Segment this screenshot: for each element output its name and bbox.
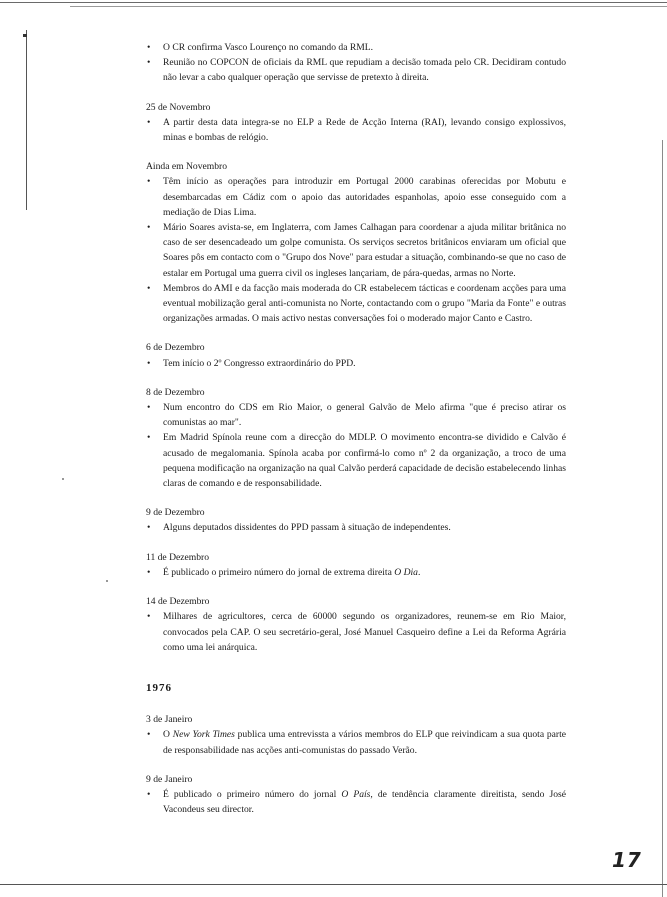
scan-mark xyxy=(23,34,27,37)
entry-date: 14 de Dezembro xyxy=(146,596,210,608)
item-text: O xyxy=(163,729,173,741)
entry-section xyxy=(146,340,566,370)
page-number: 17 xyxy=(612,848,642,872)
entry-date: 8 de Dezembro xyxy=(146,386,205,398)
list-item: • Alguns deputados dissidentes do PPD passam à situação de independentes. xyxy=(146,520,566,535)
entry-section-dez11 xyxy=(146,550,566,580)
newspaper-title: O Dia xyxy=(394,566,418,578)
list-item: • Têm início as operações para introduzir em Portugal 2000 carabinas oferecidas por Mobutu e desembarcadas em Cádiz com o apoio das autoridades espanholas, apoio esse conseguido com a mediação de Dias Lima. xyxy=(146,174,566,220)
document-body xyxy=(146,40,566,831)
entry-section xyxy=(146,100,566,146)
list-item xyxy=(146,565,566,580)
list-item: • A partir desta data integra-se no ELP a Rede de Acção Interna (RAI), levando consigo explossivos, minas e bombas de relógio. xyxy=(146,115,566,145)
entry-list xyxy=(146,520,566,535)
scan-speck xyxy=(62,478,64,480)
item-text: É publicado o primeiro número do jornal xyxy=(163,788,342,800)
entry-date: 3 de Janeiro xyxy=(146,714,193,726)
entry-list xyxy=(146,609,566,655)
list-item: • Tem início o 2º Congresso extraordinário do PPD. xyxy=(146,356,566,371)
list-item: • Reunião no COPCON de oficiais da RML que repudiam a decisão tomada pelo CR. Decidiram contudo não levar a cabo qualquer operação que servisse de pretexto à direita. xyxy=(146,55,566,85)
list-item: • Membros do AMI e da facção mais moderada do CR estabelecem tácticas e coordenam acções para uma eventual mobilização geral anti-comunista no Norte, contactando com o grupo "Maria da Fonte" e outras organizações armadas. O mais activo nestas conversações foi o moderado major Canto e Castro. xyxy=(146,281,566,327)
item-text: publica uma entrevissta a vários membros do ELP que reivindicam a sua quota parte de responsabilidade nas acções anti-comunistas do passado Verão. xyxy=(163,729,566,756)
scan-edge-top xyxy=(0,2,667,3)
list-item xyxy=(146,727,566,757)
entry-date: 11 de Dezembro xyxy=(146,551,210,563)
scan-edge-left xyxy=(26,30,27,210)
entry-list xyxy=(146,400,566,491)
newspaper-title: New York Times xyxy=(172,729,235,741)
list-item xyxy=(146,787,566,817)
item-text: É publicado o primeiro número do jornal de extrema direita xyxy=(163,566,395,578)
entry-date: Ainda em Novembro xyxy=(146,161,227,173)
entry-section-jan9 xyxy=(146,772,566,818)
entry-section-dez14 xyxy=(146,594,566,655)
entry-section xyxy=(146,385,566,491)
scan-edge-top-inner xyxy=(70,6,667,7)
entry-list xyxy=(146,356,566,371)
item-text: . xyxy=(417,566,421,578)
item-text: , de tendência claramente direitista, sendo José Vacondeus seu director. xyxy=(163,788,566,816)
list-item: • Milhares de agricultores, cerca de 60000 segundo os organizadores, reunem-se em Rio Maior, convocados pela CAP. O seu secretário-geral, José Manuel Casqueiro define a Lei da Reforma Agrária como uma lei anárquica. xyxy=(146,609,566,655)
entry-section xyxy=(146,159,566,326)
entry-list xyxy=(146,174,566,326)
year-heading: 1976 xyxy=(146,681,172,694)
entry-date: 6 de Dezembro xyxy=(146,342,205,354)
entry-list xyxy=(146,40,566,86)
entry-section xyxy=(146,40,566,86)
entry-list xyxy=(146,115,566,145)
list-item: • O CR confirma Vasco Lourenço no comando da RML. xyxy=(146,40,566,55)
list-item: • Em Madrid Spínola reune com a direcção do MDLP. O movimento encontra-se dividido e Calvão é acusado de megalomania. Spínola acaba por confirmá-lo como nº 2 da organização, a troco de uma pequena modificação na organização na qual Calvão perderá capacidade de decisão estabelecendo linhas claras de comando e de responsabilidade. xyxy=(146,430,566,491)
entry-list xyxy=(146,727,566,757)
list-item: • Mário Soares avista-se, em Inglaterra, com James Calhagan para coordenar a ajuda militar britânica no caso de ser desencadeado um golpe comunista. Os serviços secretos britânicos enviaram um oficial que Soares pôs em contacto com o "Grupo dos Nove" para estudar a situação, combinando-se que no caso de estalar em Portugal uma guerra civil os ingleses lançariam, de pára-quedas, armas no Norte. xyxy=(146,220,566,281)
scan-edge-bottom xyxy=(0,884,667,885)
entry-list xyxy=(146,565,566,580)
entry-date: 9 de Janeiro xyxy=(146,773,193,785)
entry-date: 9 de Dezembro xyxy=(146,507,205,519)
entry-date: 25 de Novembro xyxy=(146,101,211,113)
entry-section-jan3 xyxy=(146,712,566,758)
entry-list xyxy=(146,787,566,817)
newspaper-title: O País xyxy=(341,788,371,800)
list-item: • Num encontro do CDS em Rio Maior, o general Galvão de Melo afirma "que é preciso atirar os comunistas ao mar". xyxy=(146,400,566,430)
scan-edge-right xyxy=(662,140,663,897)
scan-speck xyxy=(106,580,108,582)
entry-section xyxy=(146,505,566,535)
